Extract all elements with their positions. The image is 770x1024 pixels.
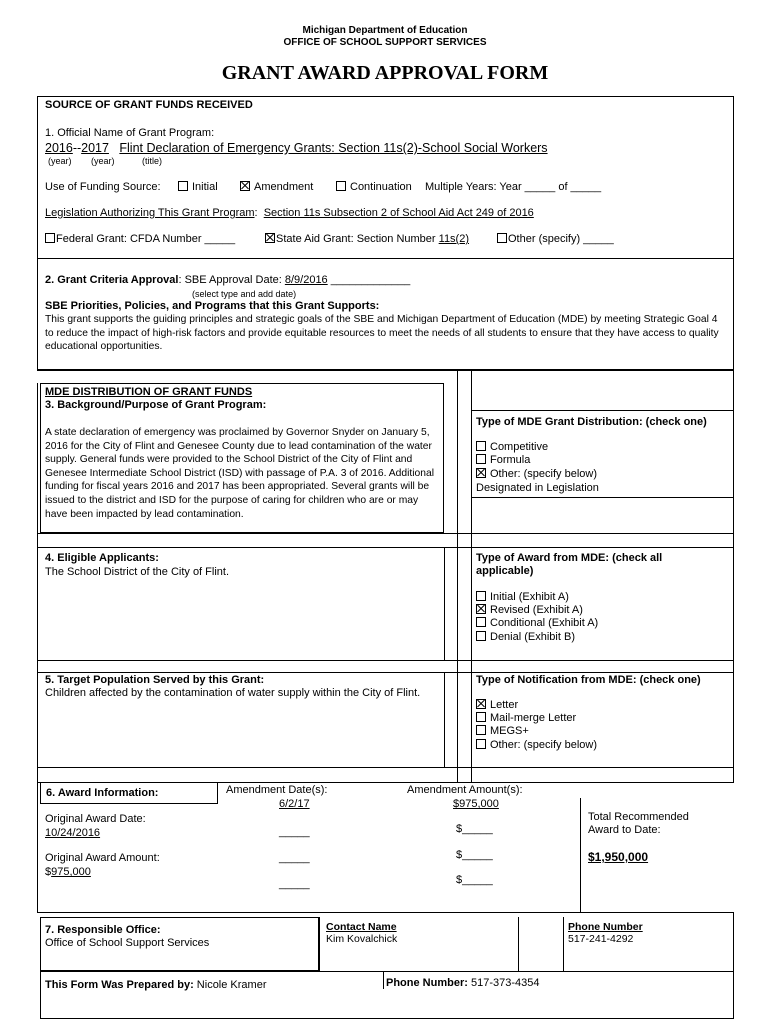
original-date-value: 10/24/2016 (45, 827, 101, 839)
background-label: 3. Background/Purpose of Grant Program: (45, 399, 267, 411)
prepared-phone-label: Phone Number: (386, 977, 468, 989)
continuation-checkbox[interactable] (336, 181, 346, 191)
award-conditional[interactable] (476, 617, 598, 630)
formula-label: Formula (490, 454, 531, 466)
phone-value: 517-241-4292 (568, 933, 634, 945)
letter-label: Letter (490, 699, 519, 711)
award-revised[interactable] (476, 604, 583, 617)
notif-mailmerge[interactable] (476, 712, 576, 725)
amendment-amounts-label: Amendment Amount(s): (407, 784, 523, 796)
total-label: Total Recommended Award to Date: (588, 811, 689, 836)
amendment-amount-2: $_____ (456, 823, 493, 835)
notif-letter[interactable] (476, 699, 518, 712)
total-value: $1,950,000 (588, 850, 649, 864)
formula-checkbox[interactable] (476, 454, 486, 464)
sbe-date: 8/9/2016 (284, 274, 328, 286)
phone-divider (563, 917, 564, 971)
office-right-border (733, 912, 734, 1019)
prepared-left-border (40, 971, 41, 1019)
eligible-label: 4. Eligible Applicants: (45, 552, 159, 564)
start-year: 2016 (45, 141, 73, 155)
target-label: 5. Target Population Served by this Grant: (45, 674, 265, 686)
year-caption-2: (year) (91, 156, 115, 166)
award-conditional-label: Conditional (Exhibit A) (490, 617, 599, 629)
legislation-line: Legislation Authorizing This Grant Program: Section 11s Subsection 2 of School Aid Act 249 of 2016 (45, 207, 534, 219)
continuation-label: Continuation (350, 181, 412, 193)
row-divider-4 (37, 672, 734, 673)
background-text: A state declaration of emergency was proclaimed by Governor Snyder on January 5, 2016 for the City of Flint and Genesee County due to lead contamination of the water supply. General funds were provided to the School District of the City of Flint and Genesee Intermediate School District (ISD) with passage of P.A. 3 of 2016. Additional funding for fiscal years 2016 and 2017 has been appropriated. Several grants will be issued to the district and ISD for the purpose of caring for children who are or may have been impacted by lead contamination. (45, 427, 435, 520)
total-box-left (580, 798, 581, 912)
award-denial-label: Denial (Exhibit B) (490, 631, 575, 643)
award-initial[interactable] (476, 591, 569, 604)
form-title: GRANT AWARD APPROVAL FORM (221, 62, 549, 84)
award-initial-label: Initial (Exhibit A) (490, 591, 569, 603)
office-top-border (37, 912, 734, 913)
dist-competitive[interactable] (476, 441, 548, 454)
contact-divider-right (518, 917, 519, 971)
award-conditional-checkbox[interactable] (476, 617, 486, 627)
department-name: Michigan Department of Education (302, 25, 468, 36)
prepared-label: This Form Was Prepared by: (45, 979, 194, 991)
amendment-amount-1: $975,000 (453, 798, 499, 810)
office-text: Office of School Support Services (45, 937, 210, 949)
program-name-label: 1. Official Name of Grant Program: (45, 127, 215, 139)
legislation-label: Legislation Authorizing This Grant Program (45, 207, 255, 219)
award-denial[interactable] (476, 631, 575, 644)
priorities-heading: SBE Priorities, Policies, and Programs that this Grant Supports: (45, 300, 380, 312)
amendment-date-3: _____ (279, 852, 310, 864)
mailmerge-label: Mail-merge Letter (490, 712, 577, 724)
letter-checkbox[interactable] (476, 699, 486, 709)
option-amendment[interactable] (240, 181, 313, 194)
amendment-date-4: _____ (279, 878, 310, 890)
option-initial[interactable] (178, 181, 218, 194)
contact-heading: Contact Name (326, 921, 397, 933)
prepared-name: Nicole Kramer (193, 979, 267, 991)
program-name: Flint Declaration of Emergency Grants: Section 11s(2)-School Social Workers (119, 141, 548, 155)
distribution-top-border (37, 370, 734, 371)
original-amount-label: Original Award Amount: (45, 852, 160, 864)
award-denial-checkbox[interactable] (476, 631, 486, 641)
row-divider-1 (37, 533, 734, 534)
source-heading: SOURCE OF GRANT FUNDS RECEIVED (45, 99, 253, 111)
dist-other-label: Other: (specify below) (490, 468, 597, 480)
award-revised-checkbox[interactable] (476, 604, 486, 614)
phone-heading: Phone Number (568, 921, 643, 933)
megs-checkbox[interactable] (476, 725, 486, 735)
distribution-heading: MDE DISTRIBUTION OF GRANT FUNDS (45, 386, 253, 398)
prepared-phone-value: 517-373-4354 (467, 977, 540, 989)
title-caption: (title) (142, 156, 162, 166)
state-aid-option[interactable] (265, 233, 469, 246)
award-info-label: 6. Award Information: (46, 787, 159, 799)
dist-formula[interactable] (476, 454, 530, 467)
row-divider-3 (37, 660, 734, 661)
target-box-right (444, 672, 445, 767)
office-label: 7. Responsible Office: (45, 924, 161, 936)
prepared-divider (383, 971, 384, 989)
prepared-phone-line (386, 977, 539, 990)
amendment-date-1: 6/2/17 (279, 798, 310, 810)
contact-divider-left (319, 917, 320, 971)
option-continuation[interactable] (336, 181, 412, 194)
legislation-value: Section 11s Subsection 2 of School Aid Act 249 of 2016 (263, 207, 534, 219)
priorities-text: This grant supports the guiding principles and strategic goals of the SBE and Michigan Department of Education (MDE) by meeting Strategic Goal 4 to reduce the impact of high-risk factors and provide equitable resources to meet the needs of all students to ensure that they have access to quality educational opportunities. (45, 314, 719, 353)
notif-other-checkbox[interactable] (476, 739, 486, 749)
competitive-label: Competitive (490, 441, 549, 453)
distribution-left-border (37, 383, 38, 783)
initial-label: Initial (192, 181, 218, 193)
original-date-label: Original Award Date: (45, 813, 146, 825)
competitive-checkbox[interactable] (476, 441, 486, 451)
amendment-amount-4: $_____ (456, 874, 493, 886)
notif-megs[interactable] (476, 725, 529, 738)
year-caption-1: (year) (48, 156, 72, 166)
use-of-funding-label: Use of Funding Source: (45, 181, 161, 193)
section-divider (37, 258, 734, 259)
award-left-border (37, 782, 38, 912)
amendment-date-2: _____ (279, 826, 310, 838)
col-divider-a (457, 370, 458, 783)
megs-label: MEGS+ (490, 725, 529, 737)
award-revised-label: Revised (Exhibit A) (490, 604, 583, 616)
state-section-number: 11s(2) (438, 233, 470, 245)
mailmerge-checkbox[interactable] (476, 712, 486, 722)
prepared-line (45, 979, 267, 992)
dist-designated: Designated in Legislation (476, 482, 599, 494)
notif-other[interactable] (476, 739, 597, 752)
multiple-years: Multiple Years: Year _____ of _____ (425, 181, 602, 193)
row-divider-5 (37, 767, 734, 768)
initial-checkbox[interactable] (178, 181, 188, 191)
year-separator: -- (72, 141, 82, 155)
eligible-text: The School District of the City of Flint. (45, 566, 230, 578)
other-label: Other (specify) _____ (508, 233, 614, 245)
state-aid-label: State Aid Grant: Section Number (276, 233, 439, 245)
other-option[interactable] (497, 233, 614, 246)
criteria-label: 2. Grant Criteria Approval (45, 274, 179, 286)
amendment-label: Amendment (254, 181, 314, 193)
office-name: OFFICE OF SCHOOL SUPPORT SERVICES (283, 37, 487, 48)
target-text: Children affected by the contamination of water supply within the City of Flint. (45, 687, 421, 699)
award-initial-checkbox[interactable] (476, 591, 486, 601)
criteria-line: 2. Grant Criteria Approval: SBE Approval Date: 8/9/2016 _____________ (45, 274, 411, 286)
prepared-top-border (40, 971, 734, 972)
federal-label: Federal Grant: CFDA Number _____ (56, 233, 236, 245)
state-aid-checkbox[interactable] (265, 233, 275, 243)
notif-other-label: Other: (specify below) (490, 739, 597, 751)
program-name-line (45, 141, 548, 155)
criteria-caption: (select type and add date) (192, 289, 297, 299)
amendment-checkbox[interactable] (240, 181, 250, 191)
federal-checkbox[interactable] (45, 233, 55, 243)
notification-heading: Type of Notification from MDE: (check one) (476, 674, 701, 686)
other-checkbox[interactable] (497, 233, 507, 243)
prepared-bottom-border (40, 1018, 734, 1019)
dist-other-checkbox[interactable] (476, 468, 486, 478)
original-amount-value: 975,000 (51, 866, 91, 878)
federal-grant-option[interactable] (45, 233, 235, 246)
row-divider-2 (37, 547, 734, 548)
original-amount-line: $975,000 (45, 866, 91, 878)
dist-type-heading: Type of MDE Grant Distribution: (check one) (476, 416, 707, 428)
contact-name: Kim Kovalchick (326, 933, 398, 945)
amendment-dates-label: Amendment Date(s): (226, 784, 328, 796)
eligible-box-right (444, 547, 445, 660)
dist-other[interactable] (476, 468, 597, 481)
end-year: 2017 (81, 141, 109, 155)
award-type-heading: Type of Award from MDE: (check all applicable) (476, 552, 663, 577)
amendment-amount-3: $_____ (456, 849, 493, 861)
